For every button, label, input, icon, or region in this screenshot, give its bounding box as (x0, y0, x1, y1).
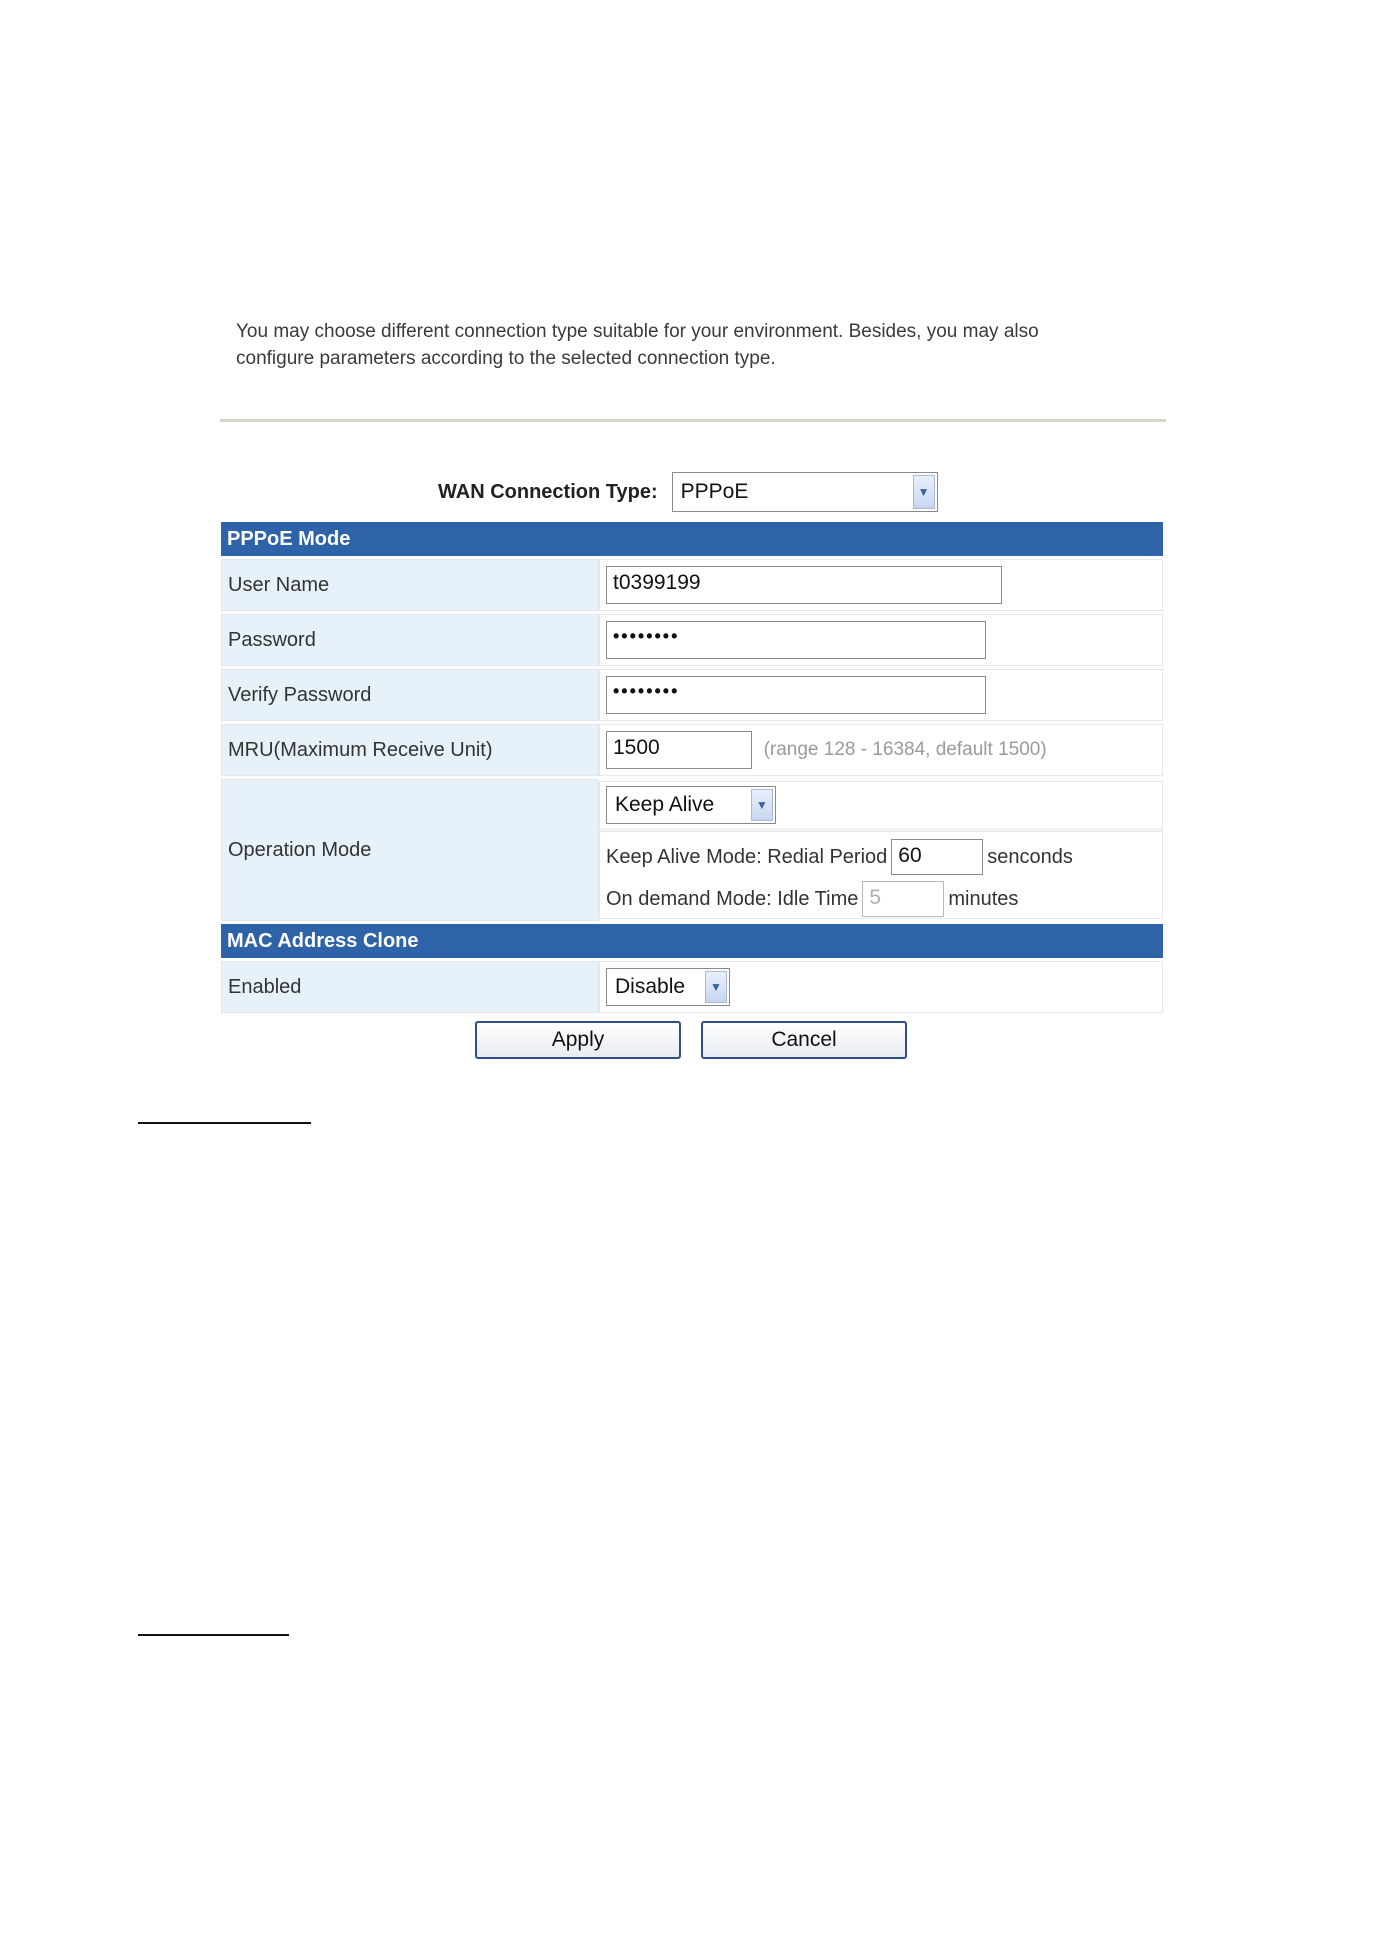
pppoe-header-row (221, 522, 1163, 556)
verify-password-row (221, 669, 1163, 721)
chevron-down-icon[interactable]: ▼ (913, 475, 935, 509)
keep-alive-unit: senconds (987, 845, 1073, 868)
mac-enabled-row (221, 961, 1163, 1013)
wan-connection-value: PPPoE (680, 480, 749, 503)
mac-enabled-select[interactable] (606, 968, 730, 1006)
keep-alive-label: Keep Alive Mode: Redial Period (606, 845, 888, 868)
mac-address-clone-header: MAC Address Clone (221, 924, 1163, 958)
verify-password-label: Verify Password (221, 669, 599, 721)
pppoe-mode-header: PPPoE Mode (221, 522, 1163, 556)
mac-enabled-value: Disable (615, 975, 686, 998)
underline-decoration-2 (138, 1634, 289, 1636)
on-demand-row (606, 878, 1162, 920)
wan-connection-label: WAN Connection Type: (438, 480, 658, 503)
mru-row (221, 724, 1163, 776)
operation-mode-row (221, 779, 1163, 921)
user-name-label: User Name (221, 559, 599, 611)
underline-decoration-1 (138, 1122, 311, 1124)
intro-line-1: You may choose different connection type suitable for your environment. Besides, you may also (236, 321, 1039, 342)
cancel-button[interactable]: Cancel (701, 1021, 907, 1059)
chevron-down-icon[interactable]: ▼ (705, 971, 727, 1003)
mru-input[interactable]: 1500 (606, 731, 752, 769)
mac-header-row (221, 924, 1163, 958)
password-input[interactable]: •••••••• (606, 621, 986, 659)
intro-line-2: configure parameters according to the selected connection type. (236, 348, 776, 369)
divider (220, 419, 1166, 422)
apply-button[interactable]: Apply (475, 1021, 681, 1059)
operation-mode-label: Operation Mode (221, 779, 599, 921)
mru-hint: (range 128 - 16384, default 1500) (763, 739, 1047, 760)
operation-mode-value: Keep Alive (615, 793, 715, 816)
wan-connection-row (438, 472, 938, 512)
password-row (221, 614, 1163, 666)
redial-period-input[interactable]: 60 (891, 839, 983, 875)
user-name-input[interactable]: t0399199 (606, 566, 1002, 604)
idle-time-input[interactable]: 5 (862, 881, 944, 917)
operation-mode-select[interactable] (606, 786, 776, 824)
chevron-down-icon[interactable]: ▼ (751, 789, 773, 821)
verify-password-input[interactable]: •••••••• (606, 676, 986, 714)
mru-label: MRU(Maximum Receive Unit) (221, 724, 599, 776)
intro-text (236, 318, 1156, 372)
settings-table (221, 519, 1163, 1016)
mac-enabled-label: Enabled (221, 961, 599, 1013)
user-name-row (221, 559, 1163, 611)
keep-alive-row (606, 836, 1162, 878)
action-buttons (475, 1021, 907, 1059)
on-demand-unit: minutes (948, 887, 1019, 910)
on-demand-label: On demand Mode: Idle Time (606, 887, 859, 910)
password-label: Password (221, 614, 599, 666)
wan-connection-select[interactable] (672, 472, 938, 512)
